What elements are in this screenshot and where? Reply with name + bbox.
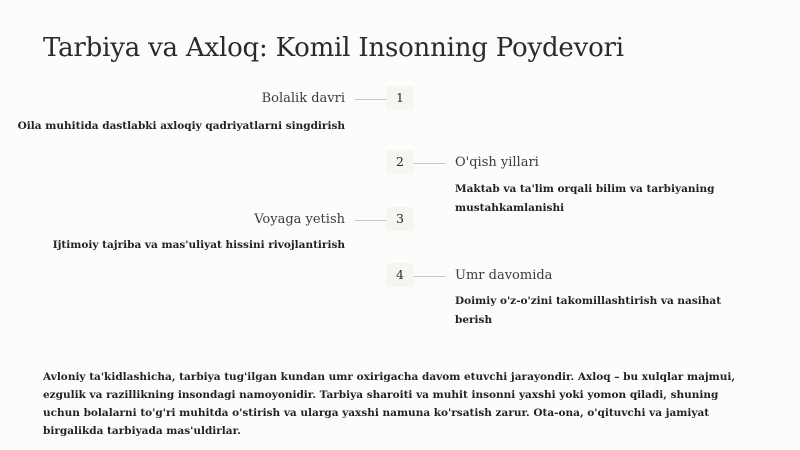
step-description: Maktab va ta'lim orqali bilim va tarbiyaning mustahkamlanishi bbox=[455, 183, 715, 214]
step-description: Ijtimoiy tajriba va mas'uliyat hissini rivojlantirish bbox=[52, 239, 345, 251]
connector-line bbox=[414, 276, 446, 277]
connector-line bbox=[355, 99, 387, 100]
step-title: Bolalik davri bbox=[261, 91, 345, 106]
summary-paragraph: Avloniy ta'kidlashicha, tarbiya tug'ilgan kundan umr oxirigacha davom etuvchi jarayondir. Axloq – bu xulqlar majmui, ezgulik va razillikning insondagi namoyonidir. Tarbiya sharoiti va muhit insonni yaxshi yoki yomon qiladi, shuning uchun bolalarni to'g'ri muhitda o'stirish va ularga yaxshi namuna ko'rsatish zarur. Ota-ona, o'qituvchi va jamiyat birgalikda tarbiyada mas'uldirlar. bbox=[43, 371, 736, 437]
connector-line bbox=[414, 163, 446, 164]
step-number: 4 bbox=[386, 263, 414, 287]
step-title: Umr davomida bbox=[455, 268, 553, 283]
step-description: Oila muhitida dastlabki axloqiy qadriyatlarni singdirish bbox=[17, 120, 345, 132]
step-title: O'qish yillari bbox=[455, 155, 539, 170]
step-description: Doimiy o'z-o'zini takomillashtirish va nasihat berish bbox=[455, 295, 722, 326]
connector-line bbox=[355, 220, 387, 221]
slide-title: Tarbiya va Axloq: Komil Insonning Poydevori bbox=[43, 33, 624, 63]
step-title: Voyaga yetish bbox=[254, 212, 345, 227]
step-number: 2 bbox=[386, 150, 414, 174]
step-number: 3 bbox=[386, 207, 414, 231]
step-number: 1 bbox=[386, 86, 414, 110]
